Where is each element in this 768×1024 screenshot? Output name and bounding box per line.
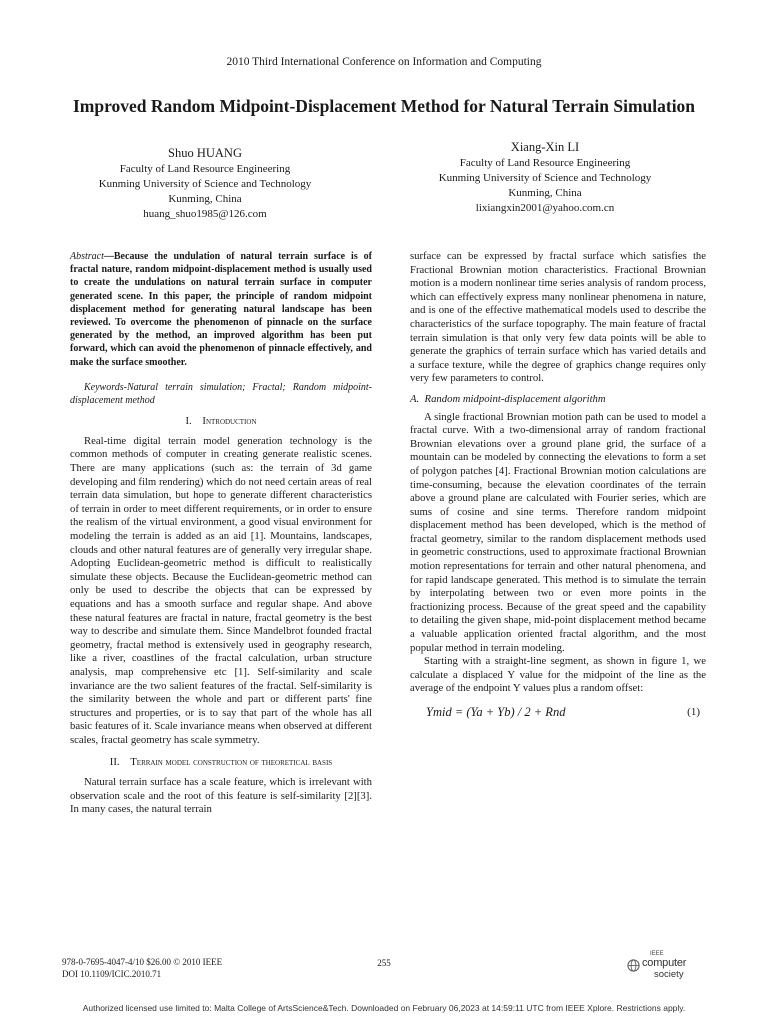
equation-formula: Ymid = (Ya + Yb) / 2 + Rnd (426, 705, 566, 719)
terrain-paragraph: Natural terrain surface has a scale feature, which is irrelevant with observation scale and the root of this feature is self-similarity [2][3]. In many cases, the natural terrain (70, 776, 372, 816)
subsection-label: A. (410, 392, 420, 405)
ieee-computer-society-logo (624, 951, 704, 981)
author-email[interactable]: huang_shuo1985@126.com (143, 208, 267, 220)
author-dept: Faculty of Land Resource Engineering (119, 163, 291, 175)
subsection-heading (410, 393, 706, 407)
abstract (70, 250, 372, 369)
section-number: I. (185, 415, 192, 428)
footer-left (62, 956, 222, 980)
author-dept: Faculty of Land Resource Engineering (459, 157, 631, 169)
author-city: Kunming, China (508, 187, 582, 199)
section-title: Terrain model construction of theoretical basis (130, 756, 333, 769)
author-univ: Kunming University of Science and Technology (98, 178, 312, 190)
abstract-label: Abstract (70, 251, 104, 262)
segment-paragraph: Starting with a straight-line segment, as shown in figure 1, we calculate a displaced Y value for the midpoint of the line as the average of the endpoint Y values plus a random offset: (410, 655, 706, 695)
authorization-notice: Authorized licensed use limited to: Malta College of ArtsScience&Tech. Downloaded on February 06,2023 at 14:59:11 UTC from IEEE Xplore. Restrictions apply. (82, 1003, 686, 1013)
author-univ: Kunming University of Science and Technology (438, 172, 652, 184)
author-block-2 (400, 139, 690, 216)
section-heading-terrain-model (70, 756, 372, 770)
continued-paragraph: surface can be expressed by fractal surface which satisfies the Fractional Brownian motion characteristics. Fractional Brownian motion is a modern nonlinear time series analysis of random process, which can effectively express many nonlinear phenomena in nature, and is one of the effective mathematical models used to describe the characteristics of the surface topography. The main feature of fractal terrain simulation is that only very few data points will be able to generate the graphics of terrain surface which has varied details and a surface texture, while the degree of graphics change requires only very few parameters to control. (410, 250, 706, 385)
subsection-title: Random midpoint-displacement algorithm (424, 392, 606, 405)
page-number: 255 (377, 958, 391, 968)
section-number: II. (109, 756, 120, 769)
author-name: Shuo HUANG (168, 146, 242, 160)
left-column (70, 250, 372, 817)
doi-line: DOI 10.1109/ICIC.2010.71 (62, 969, 162, 979)
paper-title: Improved Random Midpoint-Displacement Method for Natural Terrain Simulation (72, 96, 696, 116)
isbn-line: 978-0-7695-4047-4/10 $26.00 © 2010 IEEE (62, 957, 223, 967)
right-column (410, 250, 706, 720)
section-heading-introduction (70, 415, 372, 429)
intro-paragraph: Real-time digital terrain model generation technology is the common methods of computer in creating generate realistic scenes. There are many applications (such as: the terrain of 3d game developing and film rendering) which do not need certain areas of real terrain data simulation, but hope to generate different characteristics of terrain in order to meet different requirements, or in order to ensure the realism of the virtual environment, a good visual environment for modeling the terrain is added as an aid [1]. Mountains, landscapes, clouds and other natural features are of generally very irregular shape. Adopting Euclidean-geometric method is difficult to realistically simulate these objects. Because the Euclidean-geometric method can only be used to describe the objects that can be expressed by equations and has a smooth surface and regular shape. And above these natural features are fractal in nature, fractal geometry is the best way to describe and simulate them. Since Mandelbrot founded fractal geometry, fractal method is extensively used in geography research, like a river, coastlines of the fractal calculation, urban structure analysis, map comprehensive etc [1]. Self-similarity and scale invariance are the two salient features of the fractal. Self-similarity is the similarity between the whole and part or different parts' fine structures and properties, or is to say that part of the whole has all basic features of it. Scale invariance means when observed at different scales, fractal geometry has scale symmetry. (70, 434, 372, 746)
author-city: Kunming, China (168, 193, 242, 205)
author-email[interactable]: lixiangxin2001@yahoo.com.cn (475, 202, 615, 214)
keywords: Keywords-Natural terrain simulation; Fractal; Random midpoint-displacement method (70, 381, 372, 407)
logo-sub-text: society (654, 969, 684, 980)
equation-number: (1) (687, 706, 700, 718)
logo-ieee-text: IEEE (650, 951, 664, 957)
algorithm-paragraph: A single fractional Brownian motion path can be used to model a fractal curve. With a two-dimensional array of random fractional Brownian elevations over a ground plane grid, the surface of a mountain can be modeled by connecting the elevations to form a set of polygon patches [4]. Fractional Brownian motion calculations are time-consuming, because the elevation coordinates of the terrain above a ground plane are calculated with Fourier series, which are sums of cosine and sine terms. Therefore random midpoint displacement method has been developed, which is the method of fractal geometry, similar to the random displacement methods used in geometric constructions, used to approximate fractional Brownian motion representations for terrain and other natural phenomena, and for rapid landscape generated. This method is to simulate the terrain by interpolating between two or even more points in the fractionizing process. Because of the great speed and the capability to detailing the given shape, mid-point displacement method became a valuable application oriented fractal algorithm, and the most popular method in terrain modeling. (410, 410, 706, 654)
logo-main-text: computer (642, 957, 687, 969)
conference-header: 2010 Third International Conference on Information and Computing (226, 56, 542, 68)
section-title: Introduction (202, 415, 257, 428)
abstract-text: Because the undulation of natural terrain surface is of fractal nature, random midpoint-displacement method is usually used to create the undulations on natural terrain surface in computer generated scene. In this paper, the principle of random midpoint displacement method for generating natural landscape has been reviewed. To overcome the phenomenon of pinnacle on the surface generated by the method, an improved algorithm has been put forward, which can avoid the phenomenon of pinnacle effectively, and make the surface smoother. (70, 251, 372, 368)
globe-icon (627, 959, 640, 972)
abstract-dash: — (103, 251, 114, 262)
equation-1 (410, 706, 706, 720)
author-name: Xiang-Xin LI (510, 140, 580, 154)
author-block-1 (60, 145, 350, 222)
